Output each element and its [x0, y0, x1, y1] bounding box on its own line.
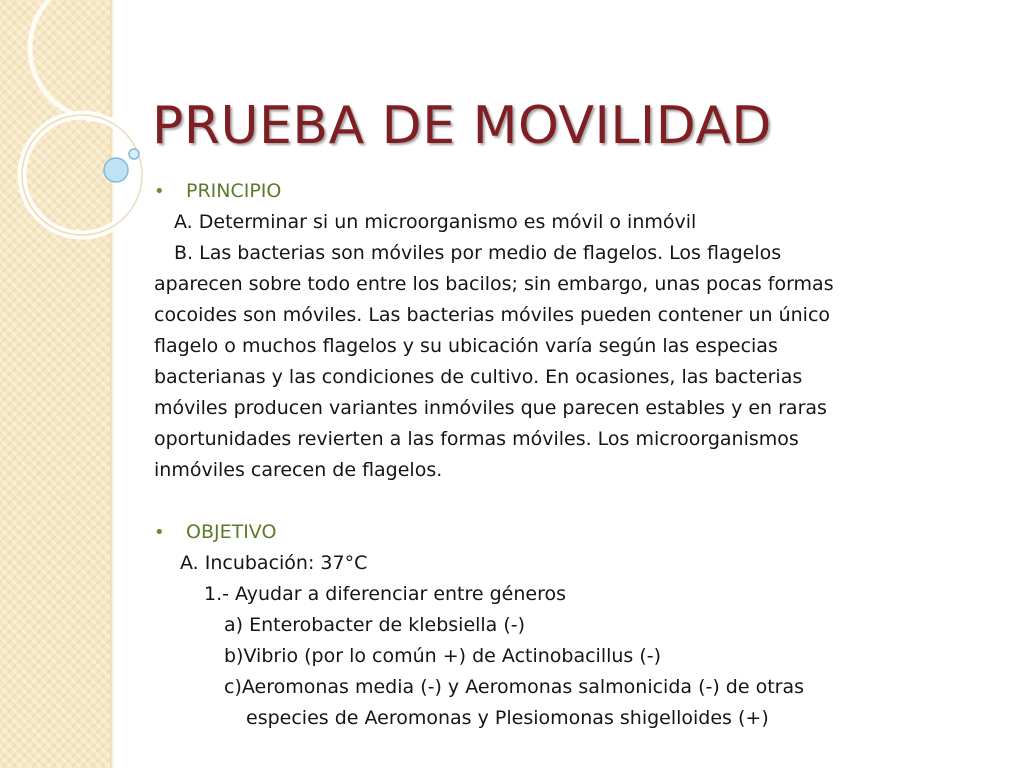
objetivo-heading-line	[154, 517, 954, 548]
principio-point-b-line: B. Las bacterias son móviles por medio de flagelos. Los flagelos	[174, 242, 782, 264]
principio-point-b-line: flagelo o muchos flagelos y su ubicación varía según las especias	[154, 335, 778, 357]
principio-point-a: A. Determinar si un microorganismo es móvil o inmóvil	[174, 211, 697, 233]
principio-point-b-line: cocoides son móviles. Las bacterias móviles pueden contener un único	[154, 304, 831, 326]
spacer	[154, 486, 954, 517]
principio-point-b-line: móviles producen variantes inmóviles que parecen estables y en raras	[154, 397, 827, 419]
principio-point-b-line: oportunidades revierten a las formas móviles. Los microorganismos	[154, 428, 799, 450]
principio-heading: PRINCIPIO	[186, 180, 282, 202]
slide-title: PRUEBA DE MOVILIDAD	[152, 96, 772, 156]
slide-body	[154, 176, 954, 734]
principio-heading-line	[154, 176, 954, 207]
bullet-icon: •	[154, 522, 165, 543]
objetivo-sub-b: b)Vibrio (por lo común +) de Actinobacillus (-)	[224, 645, 662, 667]
objetivo-sub-a: a) Enterobacter de klebsiella (-)	[224, 614, 526, 636]
principio-point-b-line: inmóviles carecen de flagelos.	[154, 459, 443, 481]
objetivo-sub-c-continued: especies de Aeromonas y Plesiomonas shigelloides (+)	[246, 707, 769, 729]
objetivo-heading: OBJETIVO	[186, 521, 277, 543]
objetivo-incubacion: A. Incubación: 37°C	[180, 552, 368, 574]
bullet-icon: •	[154, 181, 165, 202]
objetivo-item-1: 1.- Ayudar a diferenciar entre géneros	[204, 583, 567, 605]
principio-point-b-line: bacterianas y las condiciones de cultivo. En ocasiones, las bacterias	[154, 366, 803, 388]
principio-point-b-line: aparecen sobre todo entre los bacilos; sin embargo, unas pocas formas	[154, 273, 834, 295]
objetivo-sub-c: c)Aeromonas media (-) y Aeromonas salmonicida (-) de otras	[224, 676, 805, 698]
